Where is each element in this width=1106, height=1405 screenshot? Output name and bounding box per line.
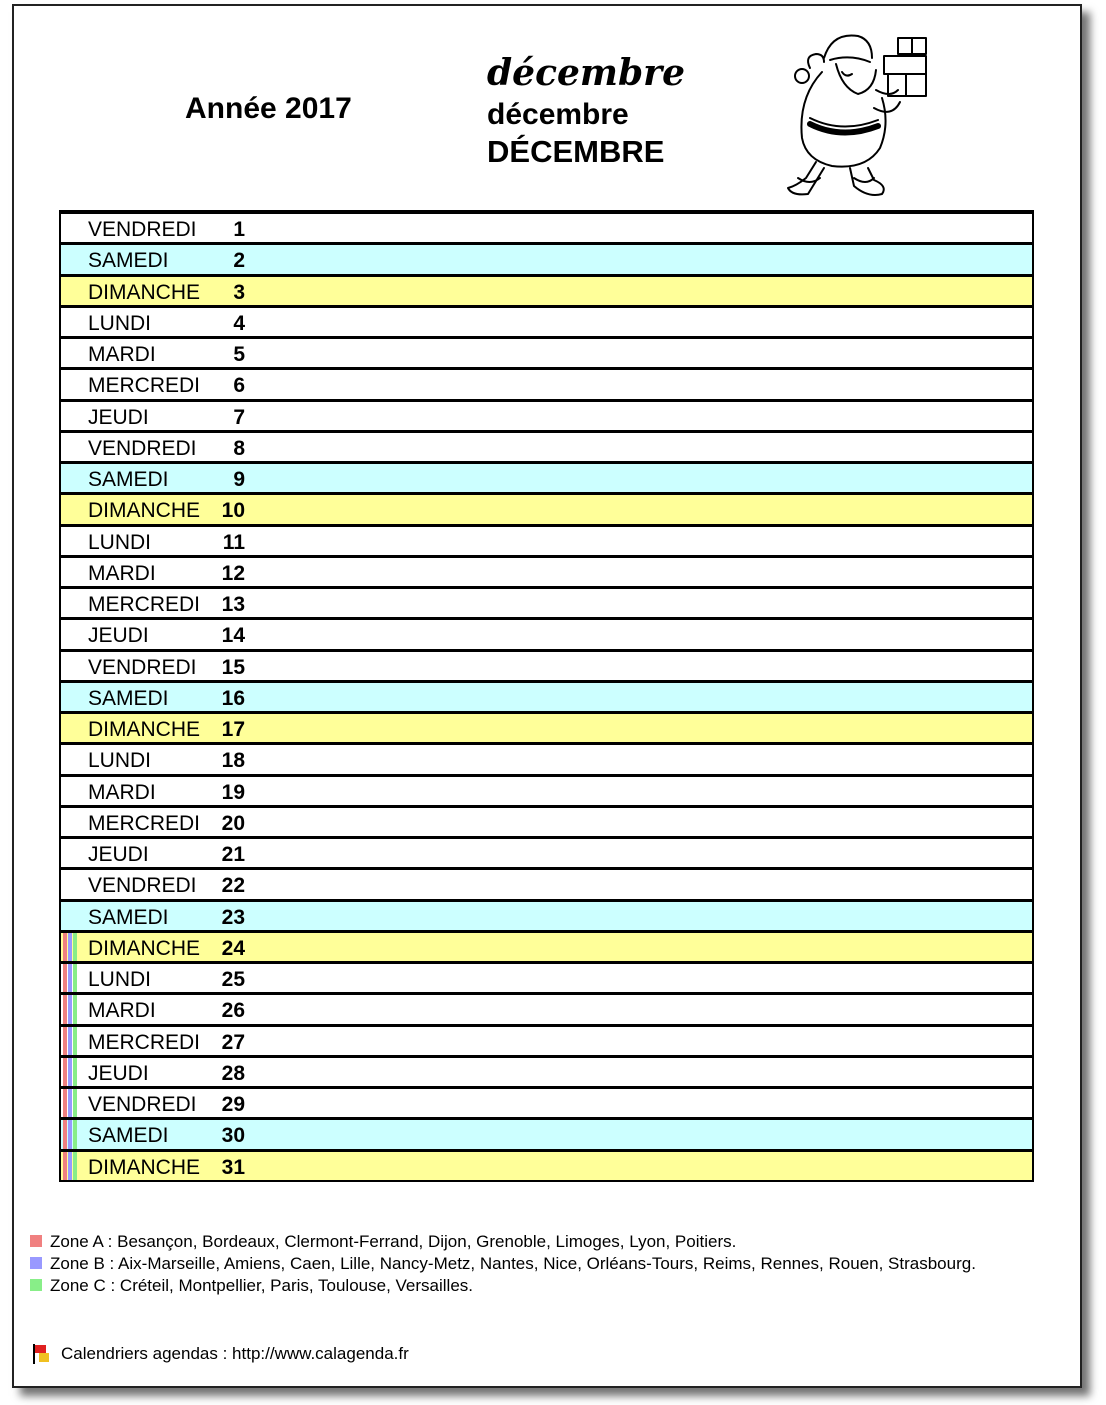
zone-b-holiday-stripe [68, 995, 72, 1023]
zone-b-holiday-stripe [68, 964, 72, 992]
day-row [61, 902, 1032, 930]
day-number: 27 [221, 1030, 245, 1054]
day-row [61, 839, 1032, 867]
day-number: 9 [233, 468, 245, 491]
day-row [61, 964, 1032, 992]
day-name: DIMANCHE [88, 280, 201, 304]
day-row [61, 652, 1032, 680]
day-name: VENDREDI [88, 436, 197, 460]
zone-b-holiday-stripe [68, 1120, 72, 1148]
zone-a-holiday-stripe [63, 1152, 67, 1180]
day-name: LUNDI [88, 968, 152, 991]
day-number: 23 [221, 905, 245, 929]
day-row [61, 245, 1032, 273]
zone-b-holiday-stripe [68, 1027, 72, 1055]
day-number: 5 [233, 343, 245, 366]
zone-c-holiday-stripe [73, 995, 77, 1023]
day-name: SAMEDI [88, 249, 169, 273]
day-name: DIMANCHE [88, 1155, 201, 1179]
day-name: DIMANCHE [88, 718, 201, 741]
day-name: MARDI [88, 343, 156, 366]
zone-a-holiday-stripe [63, 1120, 67, 1148]
zone-a-holiday-stripe [63, 964, 67, 992]
day-row [61, 1152, 1032, 1180]
day-number: 29 [221, 1093, 245, 1116]
calagenda-logo-icon [33, 1343, 53, 1365]
day-row [61, 464, 1032, 492]
day-name: VENDREDI [88, 1093, 197, 1116]
day-number: 26 [221, 999, 245, 1023]
zone-b-holiday-stripe [68, 933, 72, 961]
zone-c-holiday-stripe [73, 964, 77, 992]
day-number: 2 [233, 249, 245, 273]
day-row [61, 1058, 1032, 1086]
day-name: JEUDI [88, 405, 149, 429]
day-name: JEUDI [88, 843, 149, 866]
day-row [61, 620, 1032, 648]
day-row [61, 933, 1032, 961]
day-number: 28 [221, 1061, 245, 1085]
day-number: 17 [221, 718, 245, 741]
zone-c-holiday-stripe [73, 1120, 77, 1148]
day-name: MERCREDI [88, 374, 201, 398]
day-number: 10 [221, 499, 245, 523]
holiday-zones-legend [30, 1231, 1030, 1297]
day-number: 22 [221, 874, 245, 898]
day-name: MARDI [88, 561, 156, 585]
day-name: MARDI [88, 999, 156, 1023]
day-row [61, 995, 1032, 1023]
day-row [61, 277, 1032, 305]
day-name: JEUDI [88, 624, 149, 648]
day-row [61, 495, 1032, 523]
day-row [61, 589, 1032, 617]
zone-a-holiday-stripe [63, 1027, 67, 1055]
day-row [61, 214, 1032, 242]
zone-b-holiday-stripe [68, 1058, 72, 1086]
month-title-script: décembre [487, 52, 686, 94]
day-number: 21 [221, 843, 245, 866]
day-row [61, 1120, 1032, 1148]
day-number: 4 [233, 311, 245, 335]
day-row [61, 339, 1032, 367]
day-row [61, 433, 1032, 461]
day-name: SAMEDI [88, 686, 169, 710]
year-title: Année 2017 [185, 92, 352, 125]
day-name: SAMEDI [88, 905, 169, 929]
day-row [61, 808, 1032, 836]
day-number: 25 [221, 968, 245, 991]
zone-b-holiday-stripe [68, 1152, 72, 1180]
day-row [61, 745, 1032, 773]
day-number: 20 [221, 811, 245, 835]
day-number: 7 [233, 405, 245, 429]
day-name: DIMANCHE [88, 936, 201, 960]
month-title-uppercase: DÉCEMBRE [487, 134, 665, 169]
day-row [61, 683, 1032, 711]
day-number: 14 [221, 624, 245, 648]
day-name: JEUDI [88, 1061, 149, 1085]
day-number: 18 [221, 749, 245, 773]
day-number: 24 [221, 936, 245, 960]
day-row [61, 1089, 1032, 1117]
day-number: 30 [221, 1124, 245, 1148]
day-name: SAMEDI [88, 1124, 169, 1148]
zone-c-holiday-stripe [73, 1089, 77, 1117]
day-name: VENDREDI [88, 218, 197, 241]
legend-zone-a: Zone A : Besançon, Bordeaux, Clermont-Ferrand, Dijon, Grenoble, Limoges, Lyon, Poitiers. [30, 1231, 1030, 1253]
day-name: LUNDI [88, 530, 152, 554]
zone-c-holiday-stripe [73, 933, 77, 961]
day-name: MERCREDI [88, 811, 201, 835]
legend-zone-b: Zone B : Aix-Marseille, Amiens, Caen, Lille, Nancy-Metz, Nantes, Nice, Orléans-Tours, Reims, Rennes, Rouen, Strasbourg. [30, 1253, 1030, 1275]
day-number: 13 [221, 593, 245, 616]
month-title-lowercase: décembre [487, 98, 629, 131]
day-row [61, 777, 1032, 805]
day-row [61, 370, 1032, 398]
zone-c-holiday-stripe [73, 1058, 77, 1086]
day-row [61, 527, 1032, 555]
day-number: 11 [222, 530, 245, 554]
day-name: MERCREDI [88, 1030, 201, 1054]
zone-c-swatch [30, 1279, 42, 1291]
day-row [61, 402, 1032, 430]
day-number: 31 [221, 1155, 245, 1179]
zone-a-swatch [30, 1235, 42, 1247]
day-row [61, 308, 1032, 336]
day-row [61, 714, 1032, 742]
day-number: 6 [233, 374, 245, 398]
day-number: 8 [233, 436, 245, 460]
zone-b-holiday-stripe [68, 1089, 72, 1117]
day-number: 16 [221, 686, 245, 710]
zone-a-holiday-stripe [63, 933, 67, 961]
day-name: DIMANCHE [88, 499, 201, 523]
calagenda-link[interactable]: Calendriers agendas : http://www.calagenda.fr [61, 1344, 409, 1363]
zone-c-holiday-stripe [73, 1152, 77, 1180]
zone-c-holiday-stripe [73, 1027, 77, 1055]
zone-a-holiday-stripe [63, 1058, 67, 1086]
day-number: 1 [233, 218, 245, 241]
day-number: 15 [221, 655, 245, 679]
day-number: 3 [233, 280, 245, 304]
legend-zone-c: Zone C : Créteil, Montpellier, Paris, Toulouse, Versailles. [30, 1275, 1030, 1297]
day-row [61, 870, 1032, 898]
santa-claus-illustration [780, 28, 930, 203]
footer [33, 1343, 409, 1365]
zone-b-swatch [30, 1257, 42, 1269]
day-name: LUNDI [88, 749, 152, 773]
day-name: LUNDI [88, 311, 152, 335]
day-name: VENDREDI [88, 874, 197, 898]
day-name: MERCREDI [88, 593, 201, 616]
day-name: VENDREDI [88, 655, 197, 679]
day-name: MARDI [88, 780, 156, 804]
day-row [61, 558, 1032, 586]
day-row [61, 1027, 1032, 1055]
day-number: 19 [221, 780, 245, 804]
calendar-table [59, 210, 1034, 1182]
day-number: 12 [221, 561, 245, 585]
zone-a-holiday-stripe [63, 1089, 67, 1117]
day-name: SAMEDI [88, 468, 169, 491]
zone-a-holiday-stripe [63, 995, 67, 1023]
